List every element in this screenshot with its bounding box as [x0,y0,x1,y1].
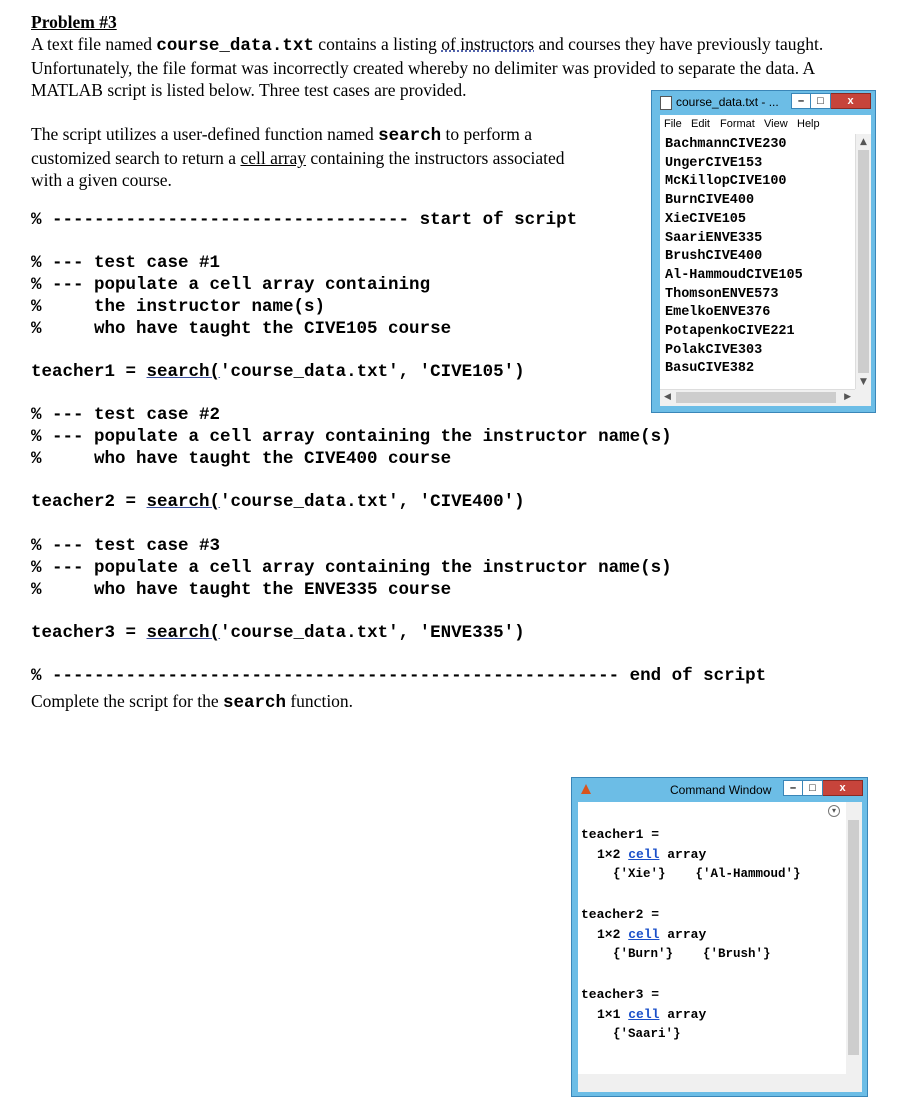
output-var-line: teacher1 = [581,827,660,842]
filename-text: course_data.txt [156,36,314,56]
maximize-button[interactable]: □ [811,93,831,109]
code-teacher2-line: teacher2 = search('course_data.txt', 'CIVE400') [31,492,525,512]
scroll-down-icon[interactable]: ▼ [860,377,867,387]
horizontal-scrollbar[interactable] [660,389,855,406]
notepad-line: EmelkoENVE376 [665,305,771,321]
code-comment: % who have taught the CIVE400 course [31,449,452,469]
options-icon[interactable]: ▾ [828,805,840,817]
notepad-title: course_data.txt - ... [676,95,779,109]
command-window-title: Command Window [670,783,772,797]
output-values-line: {'Xie'} {'Al-Hammoud'} [613,867,801,881]
notepad-line: BrushCIVE400 [665,249,763,265]
scroll-right-icon[interactable]: ▶ [844,392,851,402]
notepad-text-area[interactable] [660,134,871,389]
cell-link[interactable]: cell [628,927,660,942]
notepad-line: McKillopCIVE100 [665,174,787,190]
vertical-scrollbar[interactable] [855,134,871,389]
output-var-line: teacher3 = [581,987,660,1002]
notepad-line: ThomsonENVE573 [665,286,779,302]
notepad-line: UngerCIVE153 [665,155,763,171]
close-button[interactable]: x [831,93,871,109]
menu-help[interactable]: Help [797,118,820,130]
output-values-line: {'Burn'} {'Brush'} [613,947,771,961]
scroll-thumb[interactable] [676,392,836,403]
scroll-thumb[interactable] [858,150,869,373]
desc-line-2: customized search to return a cell array containing the instructors associated [31,148,565,168]
scroll-left-icon[interactable]: ◀ [664,392,671,402]
notepad-line: PolakCIVE303 [665,342,763,358]
notepad-line: PotapenkoCIVE221 [665,324,795,340]
instruction-text: Complete the script for the search function. [31,691,354,713]
menu-format[interactable]: Format [720,118,755,130]
desc-line-3: with a given course. [31,170,172,190]
vertical-scrollbar[interactable] [846,802,862,1092]
command-output-area[interactable] [578,802,862,1092]
cell-link[interactable]: cell [628,1007,660,1022]
command-window[interactable] [571,777,868,1097]
code-comment: % --- test case #3 [31,536,221,556]
desc-line-1: The script utilizes a user-defined function named search to perform a [31,124,532,146]
minimize-button[interactable]: – [783,780,803,796]
output-size-line: 1×1 cell array [597,1007,707,1022]
code-comment: % --- populate a cell array containing the instructor name(s) [31,558,672,578]
close-button[interactable]: x [823,780,863,796]
code-comment: % --- test case #2 [31,405,221,425]
code-start-comment: % ---------------------------------- start of script [31,210,578,230]
code-teacher3-line: teacher3 = search('course_data.txt', 'ENVE335') [31,623,525,643]
scroll-thumb[interactable] [848,820,859,1055]
notepad-content [665,136,803,379]
code-comment: % --- populate a cell array containing [31,275,431,295]
intro-line-3: MATLAB script is listed below. Three test cases are provided. [31,80,467,100]
matlab-logo-icon [581,784,591,794]
code-teacher1-line: teacher1 = search('course_data.txt', 'CIVE105') [31,362,525,382]
code-comment: % who have taught the ENVE335 course [31,580,452,600]
notepad-icon [660,96,672,110]
intro-line-1: A text file named course_data.txt contains a listing of instructors and courses they have previously taught. [31,34,824,56]
problem-title: Problem #3 [31,12,117,32]
notepad-line: BurnCIVE400 [665,193,755,209]
output-size-line: 1×2 cell array [597,927,707,942]
scroll-up-icon[interactable]: ▲ [860,137,867,147]
menu-view[interactable]: View [764,118,788,130]
output-size-line: 1×2 cell array [597,847,707,862]
notepad-line: BachmannCIVE230 [665,137,787,152]
code-comment: % the instructor name(s) [31,297,326,317]
notepad-line: BasuCIVE382 [665,361,755,377]
notepad-line: Al-HammoudCIVE105 [665,267,803,283]
notepad-menubar [660,115,871,134]
code-comment: % --- populate a cell array containing the instructor name(s) [31,427,672,447]
code-end-comment: % ------------------------------------------------------ end of script [31,666,767,686]
menu-edit[interactable]: Edit [691,118,710,130]
maximize-button[interactable]: □ [803,780,823,796]
intro-line-2: Unfortunately, the file format was incorrectly created whereby no delimiter was provided to separate the data. A [31,58,816,78]
notepad-line: SaariENVE335 [665,230,763,246]
cell-link[interactable]: cell [628,847,660,862]
command-input-bar[interactable] [578,1074,846,1092]
output-var-line: teacher2 = [581,907,660,922]
notepad-titlebar[interactable] [652,91,875,113]
menu-file[interactable]: File [664,118,682,130]
resize-grip-icon[interactable] [855,389,871,406]
output-values-line: {'Saari'} [613,1027,681,1041]
minimize-button[interactable]: – [791,93,811,109]
notepad-window[interactable] [651,90,876,413]
code-comment: % --- test case #1 [31,253,221,273]
notepad-line: XieCIVE105 [665,211,747,227]
code-comment: % who have taught the CIVE105 course [31,319,452,339]
